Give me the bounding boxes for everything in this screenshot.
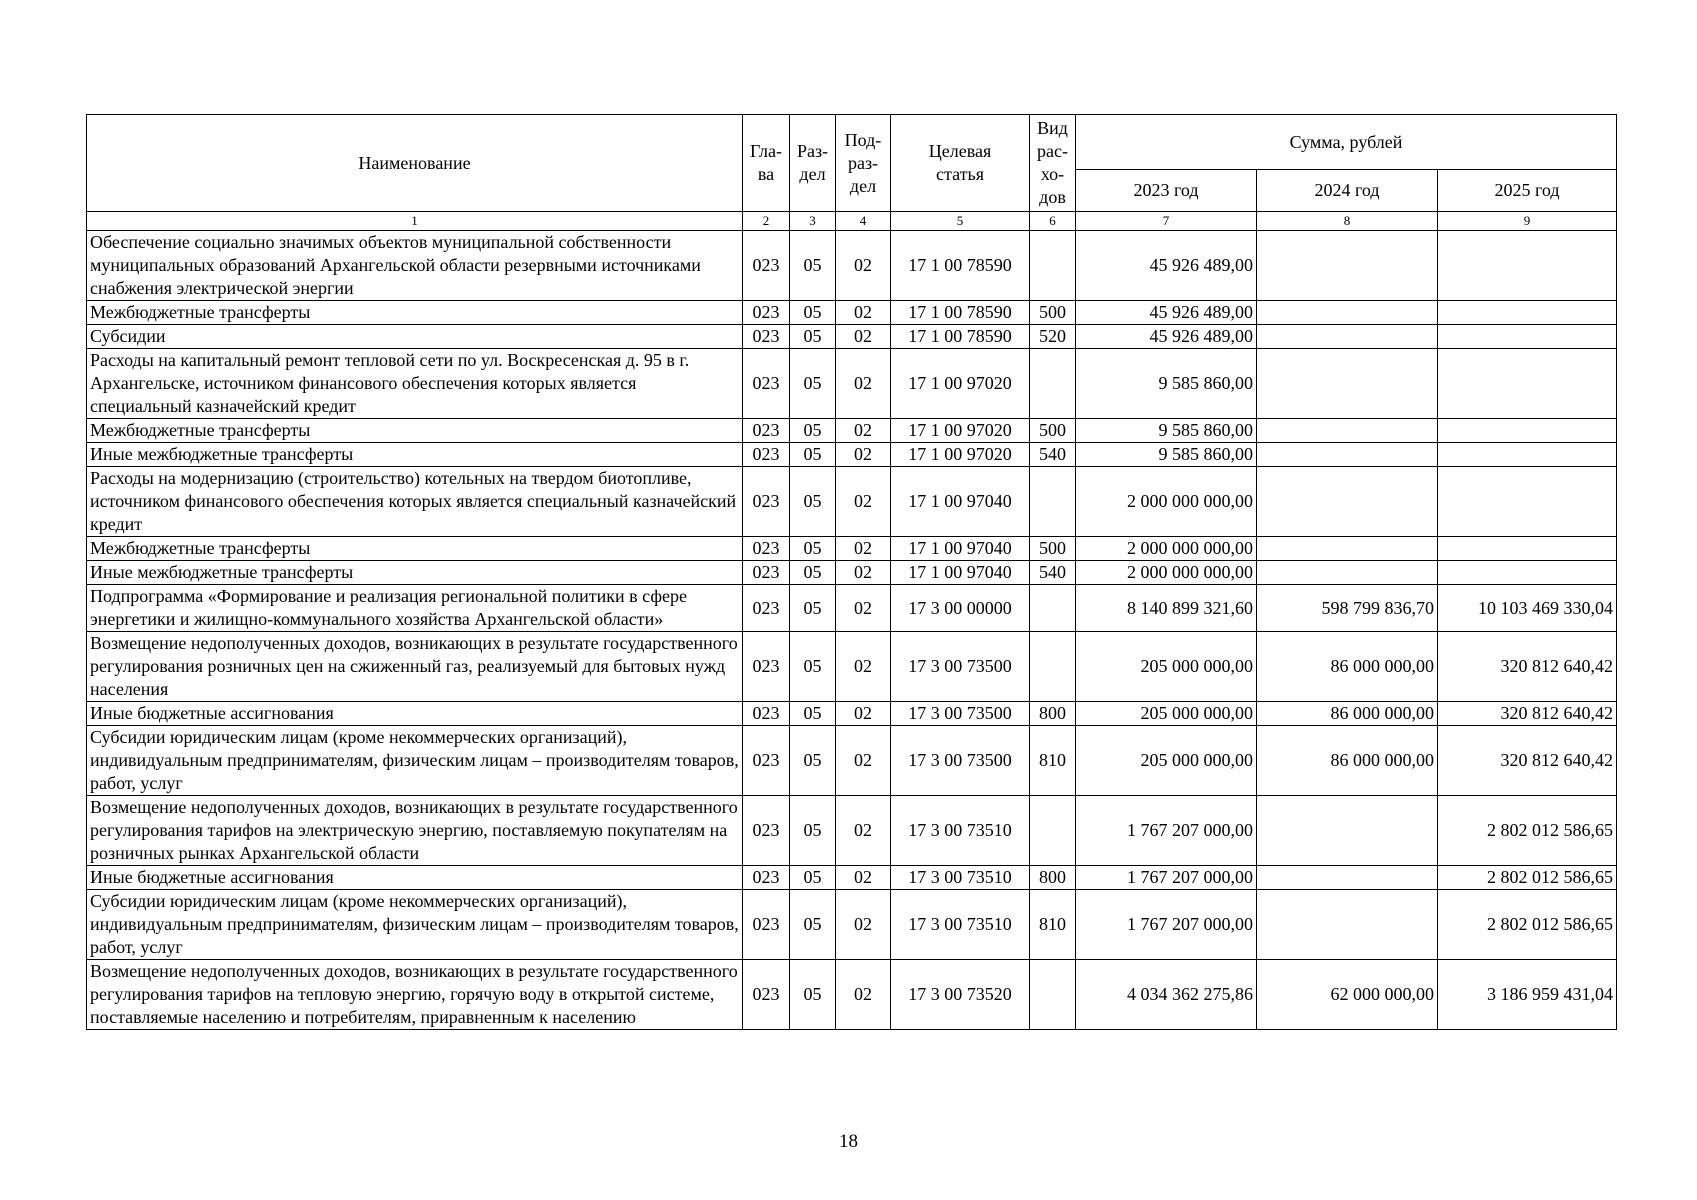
header-name: Наименование (87, 115, 743, 212)
row-razdel: 05 (790, 443, 836, 467)
row-name: Субсидии юридическим лицам (кроме некоммерческих организаций), индивидуальным предпринимателям, физическим лицам – производителям товаров, работ, услуг (87, 726, 743, 796)
table-row (87, 890, 1617, 960)
column-number: 1 (87, 212, 743, 231)
row-podrazdel: 02 (836, 325, 891, 349)
row-sum-2023: 205 000 000,00 (1076, 702, 1257, 726)
row-sum-2025: 2 802 012 586,65 (1438, 796, 1617, 866)
row-razdel: 05 (790, 325, 836, 349)
row-sum-2024 (1257, 561, 1438, 585)
row-vid-rashodov: 520 (1030, 325, 1076, 349)
row-sum-2024 (1257, 325, 1438, 349)
row-celevaya-statya: 17 3 00 73510 (891, 890, 1030, 960)
row-sum-2024: 598 799 836,70 (1257, 585, 1438, 632)
row-razdel: 05 (790, 561, 836, 585)
row-razdel: 05 (790, 537, 836, 561)
table-row (87, 702, 1617, 726)
row-glava: 023 (743, 726, 790, 796)
header-podrazdel: Под- раз- дел (836, 115, 891, 212)
row-name: Иные межбюджетные трансферты (87, 561, 743, 585)
row-name: Субсидии (87, 325, 743, 349)
row-sum-2025 (1438, 537, 1617, 561)
row-sum-2024: 86 000 000,00 (1257, 632, 1438, 702)
row-celevaya-statya: 17 3 00 73510 (891, 796, 1030, 866)
row-celevaya-statya: 17 3 00 73500 (891, 702, 1030, 726)
row-glava: 023 (743, 632, 790, 702)
row-celevaya-statya: 17 1 00 97020 (891, 349, 1030, 419)
table-body (87, 212, 1617, 1030)
column-number: 3 (790, 212, 836, 231)
row-podrazdel: 02 (836, 702, 891, 726)
table-row (87, 585, 1617, 632)
row-sum-2023: 1 767 207 000,00 (1076, 890, 1257, 960)
row-sum-2024 (1257, 443, 1438, 467)
row-sum-2023: 205 000 000,00 (1076, 726, 1257, 796)
row-name: Межбюджетные трансферты (87, 301, 743, 325)
column-number: 7 (1076, 212, 1257, 231)
row-name: Межбюджетные трансферты (87, 419, 743, 443)
row-razdel: 05 (790, 301, 836, 325)
column-number: 8 (1257, 212, 1438, 231)
row-sum-2023: 1 767 207 000,00 (1076, 866, 1257, 890)
row-sum-2023: 9 585 860,00 (1076, 419, 1257, 443)
row-razdel: 05 (790, 632, 836, 702)
row-sum-2023: 8 140 899 321,60 (1076, 585, 1257, 632)
row-name: Расходы на капитальный ремонт тепловой сети по ул. Воскресенская д. 95 в г. Архангельске, источником финансового обеспечения которых является специальный казначейский кредит (87, 349, 743, 419)
row-sum-2025 (1438, 231, 1617, 301)
row-glava: 023 (743, 561, 790, 585)
row-sum-2025: 320 812 640,42 (1438, 702, 1617, 726)
table-row (87, 960, 1617, 1030)
row-razdel: 05 (790, 726, 836, 796)
row-sum-2025 (1438, 467, 1617, 537)
budget-table (86, 114, 1617, 1030)
table-row (87, 231, 1617, 301)
row-sum-2023: 45 926 489,00 (1076, 301, 1257, 325)
row-sum-2025: 320 812 640,42 (1438, 726, 1617, 796)
row-razdel: 05 (790, 796, 836, 866)
row-celevaya-statya: 17 1 00 78590 (891, 301, 1030, 325)
row-vid-rashodov (1030, 231, 1076, 301)
row-glava: 023 (743, 702, 790, 726)
row-vid-rashodov: 540 (1030, 443, 1076, 467)
row-celevaya-statya: 17 1 00 78590 (891, 325, 1030, 349)
row-sum-2025 (1438, 561, 1617, 585)
header-razdel: Раз- дел (790, 115, 836, 212)
row-sum-2025: 10 103 469 330,04 (1438, 585, 1617, 632)
row-sum-2024 (1257, 890, 1438, 960)
row-podrazdel: 02 (836, 632, 891, 702)
row-celevaya-statya: 17 3 00 73510 (891, 866, 1030, 890)
row-celevaya-statya: 17 1 00 97020 (891, 419, 1030, 443)
row-razdel: 05 (790, 960, 836, 1030)
row-name: Подпрограмма «Формирование и реализация региональной политики в сфере энергетики и жилищно-коммунального хозяйства Архангельской области» (87, 585, 743, 632)
table-row (87, 726, 1617, 796)
row-sum-2023: 45 926 489,00 (1076, 325, 1257, 349)
row-vid-rashodov: 810 (1030, 726, 1076, 796)
row-vid-rashodov (1030, 960, 1076, 1030)
row-glava: 023 (743, 231, 790, 301)
row-razdel: 05 (790, 702, 836, 726)
row-vid-rashodov: 500 (1030, 301, 1076, 325)
table-row (87, 325, 1617, 349)
header-glava: Гла- ва (743, 115, 790, 212)
row-sum-2023: 2 000 000 000,00 (1076, 467, 1257, 537)
column-number: 2 (743, 212, 790, 231)
header-celevaya-statya: Целевая статья (891, 115, 1030, 212)
row-celevaya-statya: 17 1 00 97020 (891, 443, 1030, 467)
table-row (87, 301, 1617, 325)
row-name: Возмещение недополученных доходов, возникающих в результате государственного регулирования тарифов на электрическую энергию, поставляемую покупателям на розничных рынках Архангельской области (87, 796, 743, 866)
row-sum-2025: 2 802 012 586,65 (1438, 866, 1617, 890)
header-summa: Сумма, рублей (1076, 115, 1617, 170)
row-razdel: 05 (790, 467, 836, 537)
row-glava: 023 (743, 467, 790, 537)
row-podrazdel: 02 (836, 796, 891, 866)
row-razdel: 05 (790, 890, 836, 960)
row-vid-rashodov: 810 (1030, 890, 1076, 960)
row-sum-2025 (1438, 443, 1617, 467)
row-podrazdel: 02 (836, 866, 891, 890)
row-vid-rashodov: 500 (1030, 419, 1076, 443)
table-row (87, 419, 1617, 443)
row-sum-2025: 2 802 012 586,65 (1438, 890, 1617, 960)
row-razdel: 05 (790, 866, 836, 890)
table-row (87, 537, 1617, 561)
row-vid-rashodov (1030, 796, 1076, 866)
row-glava: 023 (743, 796, 790, 866)
row-podrazdel: 02 (836, 349, 891, 419)
row-vid-rashodov (1030, 349, 1076, 419)
row-podrazdel: 02 (836, 726, 891, 796)
column-number-row (87, 212, 1617, 231)
table-row (87, 349, 1617, 419)
row-razdel: 05 (790, 231, 836, 301)
row-sum-2024 (1257, 349, 1438, 419)
row-vid-rashodov (1030, 467, 1076, 537)
row-glava: 023 (743, 349, 790, 419)
column-number: 5 (891, 212, 1030, 231)
row-celevaya-statya: 17 3 00 73500 (891, 632, 1030, 702)
row-vid-rashodov (1030, 632, 1076, 702)
row-celevaya-statya: 17 1 00 78590 (891, 231, 1030, 301)
row-sum-2023: 4 034 362 275,86 (1076, 960, 1257, 1030)
header-year-2023: 2023 год (1076, 170, 1257, 212)
row-sum-2023: 9 585 860,00 (1076, 349, 1257, 419)
page-number: 18 (839, 1131, 858, 1152)
row-glava: 023 (743, 866, 790, 890)
row-podrazdel: 02 (836, 301, 891, 325)
row-celevaya-statya: 17 3 00 00000 (891, 585, 1030, 632)
table-row (87, 632, 1617, 702)
row-glava: 023 (743, 890, 790, 960)
row-podrazdel: 02 (836, 443, 891, 467)
row-podrazdel: 02 (836, 960, 891, 1030)
row-sum-2023: 2 000 000 000,00 (1076, 537, 1257, 561)
header-year-2025: 2025 год (1438, 170, 1617, 212)
row-sum-2023: 9 585 860,00 (1076, 443, 1257, 467)
row-name: Субсидии юридическим лицам (кроме некоммерческих организаций), индивидуальным предпринимателям, физическим лицам – производителям товаров, работ, услуг (87, 890, 743, 960)
row-vid-rashodov: 800 (1030, 702, 1076, 726)
row-sum-2025 (1438, 325, 1617, 349)
row-sum-2024: 86 000 000,00 (1257, 726, 1438, 796)
row-sum-2023: 1 767 207 000,00 (1076, 796, 1257, 866)
row-sum-2024 (1257, 231, 1438, 301)
header-year-2024: 2024 год (1257, 170, 1438, 212)
table-row (87, 866, 1617, 890)
row-vid-rashodov: 540 (1030, 561, 1076, 585)
row-name: Иные межбюджетные трансферты (87, 443, 743, 467)
row-sum-2024 (1257, 301, 1438, 325)
row-podrazdel: 02 (836, 585, 891, 632)
row-razdel: 05 (790, 585, 836, 632)
row-podrazdel: 02 (836, 419, 891, 443)
row-celevaya-statya: 17 1 00 97040 (891, 561, 1030, 585)
row-name: Иные бюджетные ассигнования (87, 702, 743, 726)
row-podrazdel: 02 (836, 231, 891, 301)
row-celevaya-statya: 17 1 00 97040 (891, 537, 1030, 561)
row-sum-2024 (1257, 796, 1438, 866)
row-sum-2024 (1257, 537, 1438, 561)
column-number: 6 (1030, 212, 1076, 231)
row-vid-rashodov: 500 (1030, 537, 1076, 561)
table-row (87, 467, 1617, 537)
row-sum-2025 (1438, 349, 1617, 419)
table-row (87, 443, 1617, 467)
row-sum-2025: 3 186 959 431,04 (1438, 960, 1617, 1030)
row-celevaya-statya: 17 1 00 97040 (891, 467, 1030, 537)
row-vid-rashodov (1030, 585, 1076, 632)
row-name: Расходы на модернизацию (строительство) котельных на твердом биотопливе, источником финансового обеспечения которых является специальный казначейский кредит (87, 467, 743, 537)
row-glava: 023 (743, 537, 790, 561)
row-glava: 023 (743, 960, 790, 1030)
row-celevaya-statya: 17 3 00 73520 (891, 960, 1030, 1030)
row-sum-2025: 320 812 640,42 (1438, 632, 1617, 702)
row-glava: 023 (743, 585, 790, 632)
row-sum-2025 (1438, 301, 1617, 325)
row-name: Иные бюджетные ассигнования (87, 866, 743, 890)
row-sum-2024 (1257, 866, 1438, 890)
row-glava: 023 (743, 325, 790, 349)
row-sum-2024: 86 000 000,00 (1257, 702, 1438, 726)
header-vid-rashodov: Вид рас- хо- дов (1030, 115, 1076, 212)
table-row (87, 796, 1617, 866)
row-sum-2025 (1438, 419, 1617, 443)
row-podrazdel: 02 (836, 537, 891, 561)
row-sum-2023: 2 000 000 000,00 (1076, 561, 1257, 585)
row-podrazdel: 02 (836, 561, 891, 585)
row-name: Межбюджетные трансферты (87, 537, 743, 561)
row-sum-2024 (1257, 467, 1438, 537)
row-name: Обеспечение социально значимых объектов муниципальной собственности муниципальных образований Архангельской области резервными источниками снабжения электрической энергии (87, 231, 743, 301)
row-sum-2024 (1257, 419, 1438, 443)
row-glava: 023 (743, 419, 790, 443)
row-vid-rashodov: 800 (1030, 866, 1076, 890)
row-podrazdel: 02 (836, 890, 891, 960)
row-sum-2023: 205 000 000,00 (1076, 632, 1257, 702)
column-number: 4 (836, 212, 891, 231)
row-name: Возмещение недополученных доходов, возникающих в результате государственного регулирования тарифов на тепловую энергию, горячую воду в открытой системе, поставляемые населению и потребителям, приравненным к населению (87, 960, 743, 1030)
row-podrazdel: 02 (836, 467, 891, 537)
row-glava: 023 (743, 443, 790, 467)
row-name: Возмещение недополученных доходов, возникающих в результате государственного регулирования розничных цен на сжиженный газ, реализуемый для бытовых нужд населения (87, 632, 743, 702)
row-sum-2023: 45 926 489,00 (1076, 231, 1257, 301)
row-glava: 023 (743, 301, 790, 325)
row-razdel: 05 (790, 419, 836, 443)
column-number: 9 (1438, 212, 1617, 231)
row-sum-2024: 62 000 000,00 (1257, 960, 1438, 1030)
row-razdel: 05 (790, 349, 836, 419)
row-celevaya-statya: 17 3 00 73500 (891, 726, 1030, 796)
table-row (87, 561, 1617, 585)
